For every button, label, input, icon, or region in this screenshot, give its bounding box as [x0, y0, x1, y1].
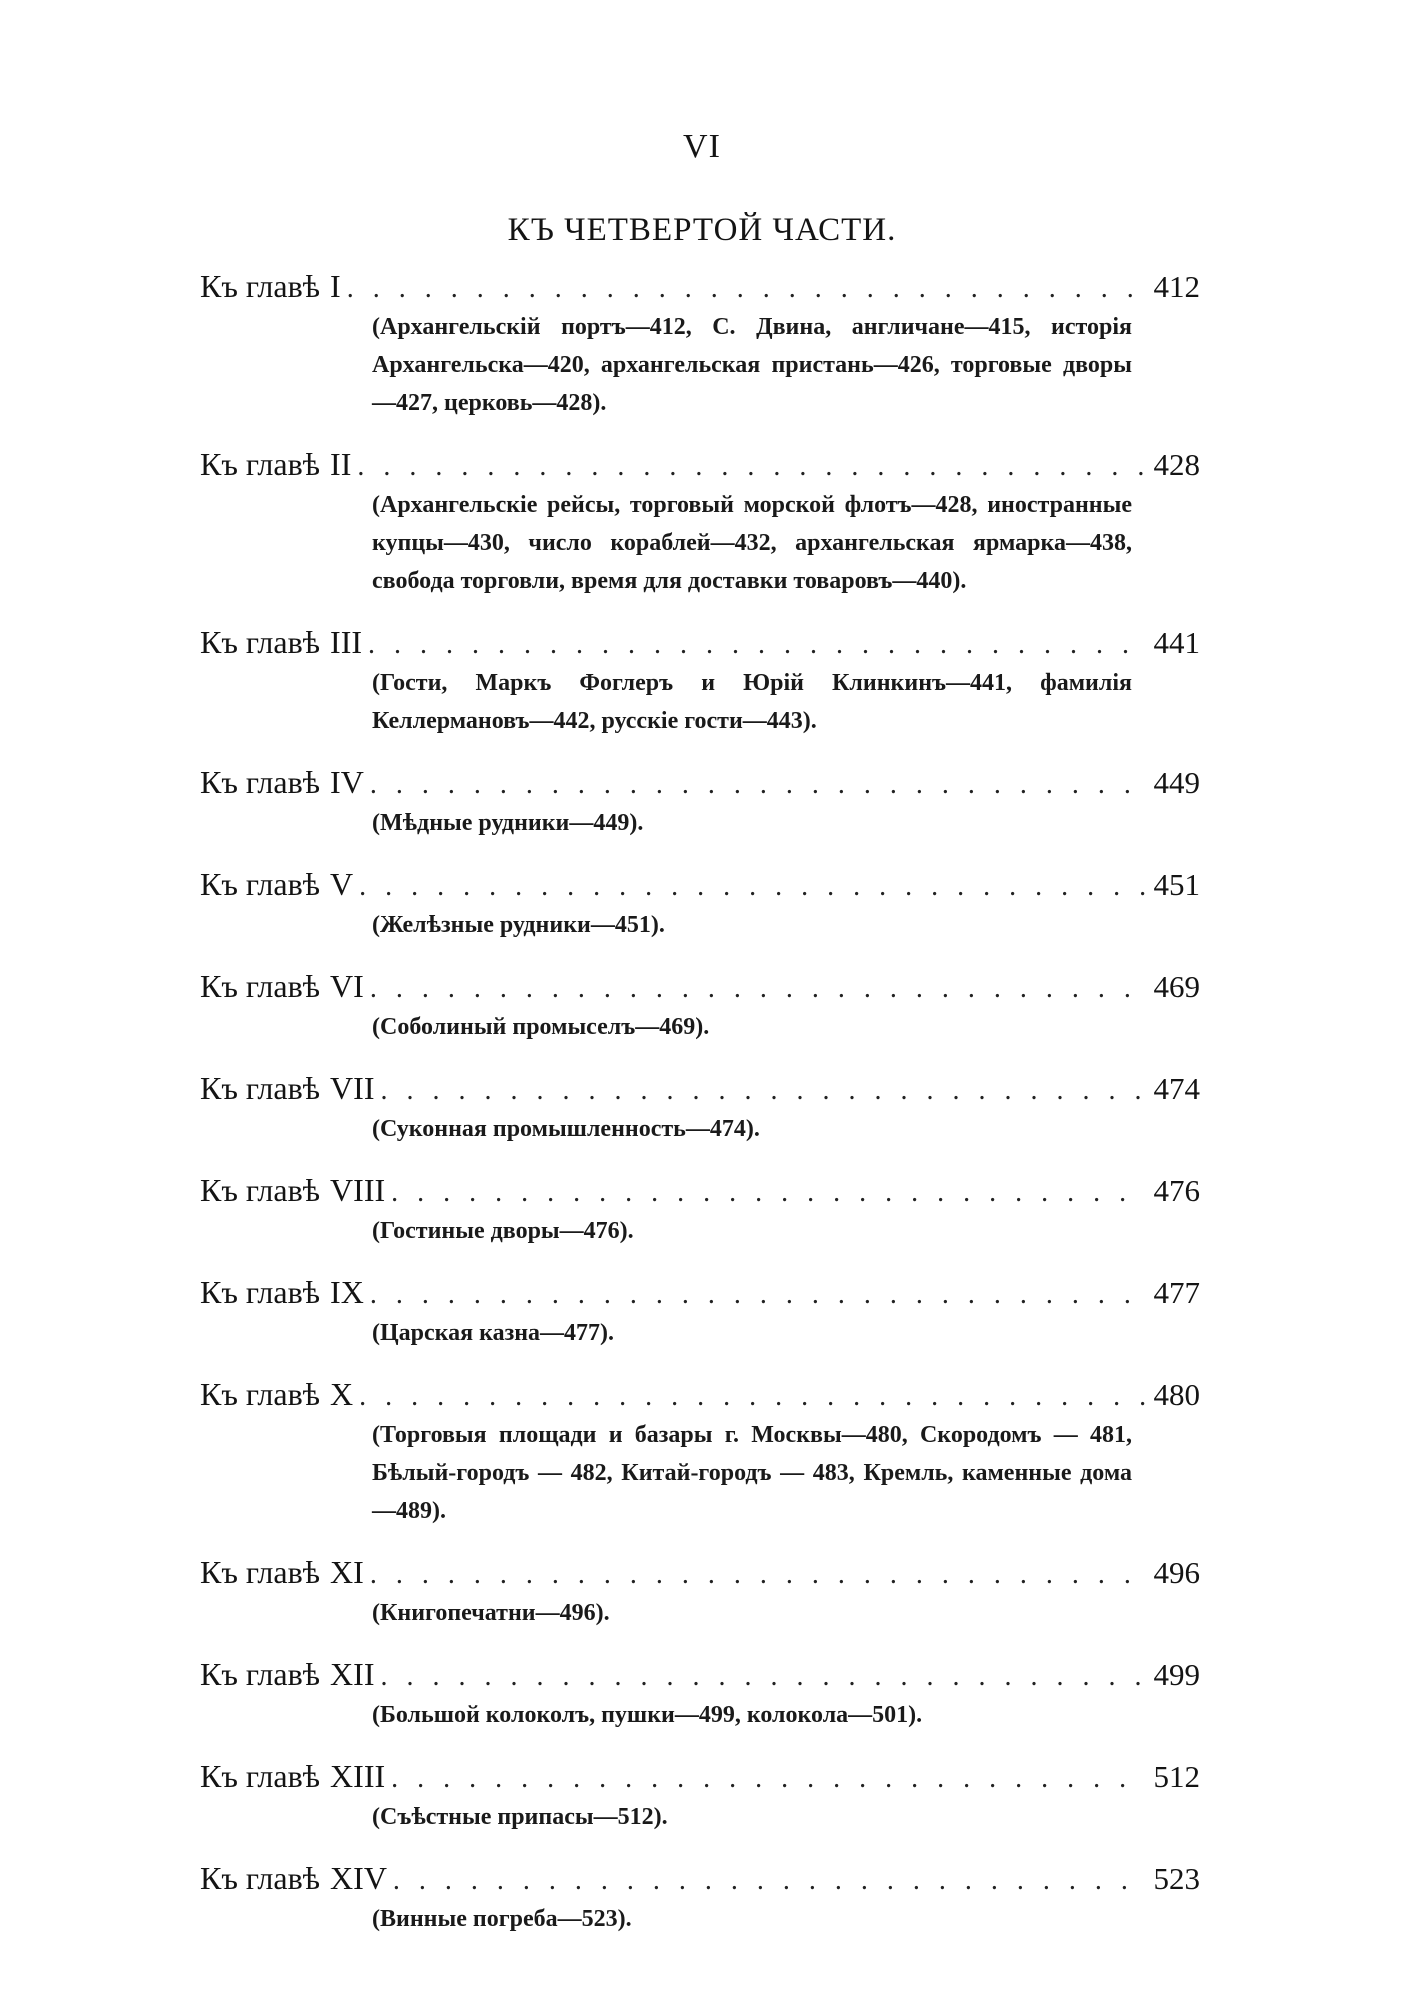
toc-entry-1 [200, 268, 1200, 422]
toc-entry-label: Къ главѣ IX [200, 1274, 364, 1310]
toc-entry-page: 476 [1153, 1173, 1200, 1208]
dot-leader [391, 1179, 1145, 1207]
chapter-numeral: VII [330, 1070, 375, 1106]
chapter-numeral: X [330, 1376, 354, 1412]
toc-entry-page: 412 [1153, 269, 1200, 304]
toc-entry-page: 451 [1153, 867, 1200, 902]
dot-leader [359, 1383, 1145, 1411]
section-title: КЪ ЧЕТВЕРТОЙ ЧАСТИ. [507, 212, 897, 248]
toc-entry-page: 469 [1153, 969, 1200, 1004]
toc-entry-page: 512 [1153, 1759, 1200, 1794]
toc-entry-14 [200, 1860, 1200, 1938]
toc-entry-13 [200, 1758, 1200, 1836]
chapter-numeral: VI [330, 968, 364, 1004]
toc-entry-label: Къ главѣ VI [200, 968, 364, 1004]
chapter-numeral: XIV [330, 1860, 387, 1896]
toc-entry-description: (Соболиный промыселъ—469). [372, 1014, 710, 1040]
toc-entry-description: (Желѣзные рудники—451). [372, 912, 665, 938]
toc-entry-label: Къ главѣ I [200, 268, 341, 304]
chapter-numeral: I [330, 268, 341, 304]
toc-entry-8 [200, 1172, 1200, 1250]
toc-entry-page: 499 [1153, 1657, 1200, 1692]
toc-entry-page: 441 [1153, 625, 1200, 660]
toc-entry-head [200, 1172, 1200, 1212]
toc-entry-description: (Архангельскіе рейсы, торговый морской флотъ—428, иностранные купцы—430, число кораблей—432, архангельская ярмарка—438, свобода торговли, время для доставки товаровъ—440). [372, 492, 1132, 594]
toc-entry-head [200, 764, 1200, 804]
toc-entry-description: (Съѣстные припасы—512). [372, 1804, 668, 1830]
toc-entry-label: Къ главѣ IV [200, 764, 364, 800]
toc-entry-head [200, 1656, 1200, 1696]
toc-entry-description: (Мѣдные рудники—449). [372, 810, 644, 836]
toc-entry-label: Къ главѣ XIII [200, 1758, 386, 1794]
toc-entry-page: 480 [1153, 1377, 1200, 1412]
toc-entry-11 [200, 1554, 1200, 1632]
dot-leader [380, 1077, 1145, 1105]
toc-entry-page: 477 [1153, 1275, 1200, 1310]
toc-entry-description: (Большой колоколъ, пушки—499, колокола—501). [372, 1702, 923, 1728]
chapter-numeral: XI [330, 1554, 364, 1590]
toc-entry-label: Къ главѣ V [200, 866, 354, 902]
toc-entry-head [200, 268, 1200, 308]
page-number: VI [683, 128, 721, 165]
toc-entry-page: 428 [1153, 447, 1200, 482]
toc-entry-label: Къ главѣ III [200, 624, 363, 660]
toc-entry-label: Къ главѣ II [200, 446, 352, 482]
dot-leader [370, 975, 1146, 1003]
chapter-numeral: II [330, 446, 352, 482]
toc-entry-page: 496 [1153, 1555, 1200, 1590]
toc-entry-2 [200, 446, 1200, 600]
toc-entry-description: (Книгопечатни—496). [372, 1600, 610, 1626]
chapter-numeral: III [330, 624, 363, 660]
toc-entry-label: Къ главѣ X [200, 1376, 354, 1412]
toc-entry-label: Къ главѣ XI [200, 1554, 364, 1590]
chapter-numeral: VIII [330, 1172, 386, 1208]
dot-leader [357, 453, 1145, 481]
toc-entry-head [200, 1274, 1200, 1314]
dot-leader [359, 873, 1145, 901]
dot-leader [393, 1867, 1146, 1895]
toc-entry-label: Къ главѣ XIV [200, 1860, 387, 1896]
toc-entry-label: Къ главѣ VIII [200, 1172, 386, 1208]
chapter-numeral: XII [330, 1656, 375, 1692]
dot-leader [368, 631, 1145, 659]
toc-entry-description: (Гости, Маркъ Фоглеръ и Юрій Клинкинъ—441, фамилія Келлермановъ—442, русскіе гости—443). [372, 670, 1132, 734]
dot-leader [370, 771, 1146, 799]
dot-leader [391, 1765, 1145, 1793]
chapter-numeral: IX [330, 1274, 364, 1310]
toc-entry-label: Къ главѣ VII [200, 1070, 375, 1106]
dot-leader [370, 1561, 1146, 1589]
toc-entry-head [200, 1554, 1200, 1594]
toc-entry-4 [200, 764, 1200, 842]
toc-entry-head [200, 1758, 1200, 1798]
toc-entry-page: 474 [1153, 1071, 1200, 1106]
toc-entry-head [200, 1376, 1200, 1416]
toc-entry-head [200, 446, 1200, 486]
dot-leader [347, 275, 1146, 303]
toc-entry-description: (Винные погреба—523). [372, 1906, 632, 1932]
toc-entry-6 [200, 968, 1200, 1046]
toc-entry-head [200, 624, 1200, 664]
toc-entry-page: 523 [1153, 1861, 1200, 1896]
toc-entry-head [200, 1070, 1200, 1110]
dot-leader [380, 1663, 1145, 1691]
toc-entry-description: (Суконная промышленность—474). [372, 1116, 760, 1142]
toc-entry-head [200, 866, 1200, 906]
chapter-numeral: V [330, 866, 354, 902]
toc-entry-page: 449 [1153, 765, 1200, 800]
toc-entry-description: (Торговыя площади и базары г. Москвы—480, Скородомъ — 481, Бѣлый-городъ — 482, Китай-городъ — 483, Кремль, каменные дома—489). [372, 1422, 1132, 1524]
chapter-numeral: XIII [330, 1758, 386, 1794]
table-of-contents [200, 268, 1200, 1962]
toc-entry-9 [200, 1274, 1200, 1352]
toc-entry-head [200, 1860, 1200, 1900]
toc-entry-3 [200, 624, 1200, 740]
toc-entry-10 [200, 1376, 1200, 1530]
toc-entry-5 [200, 866, 1200, 944]
toc-entry-12 [200, 1656, 1200, 1734]
toc-entry-label: Къ главѣ XII [200, 1656, 375, 1692]
toc-entry-7 [200, 1070, 1200, 1148]
chapter-numeral: IV [330, 764, 364, 800]
dot-leader [370, 1281, 1146, 1309]
toc-entry-description: (Царская казна—477). [372, 1320, 615, 1346]
toc-entry-description: (Гостиные дворы—476). [372, 1218, 634, 1244]
toc-entry-head [200, 968, 1200, 1008]
toc-entry-description: (Архангельскій портъ—412, С. Двина, англичане—415, исторія Архангельска—420, архангельская пристань—426, торговые дворы—427, церковь—428). [372, 314, 1132, 416]
